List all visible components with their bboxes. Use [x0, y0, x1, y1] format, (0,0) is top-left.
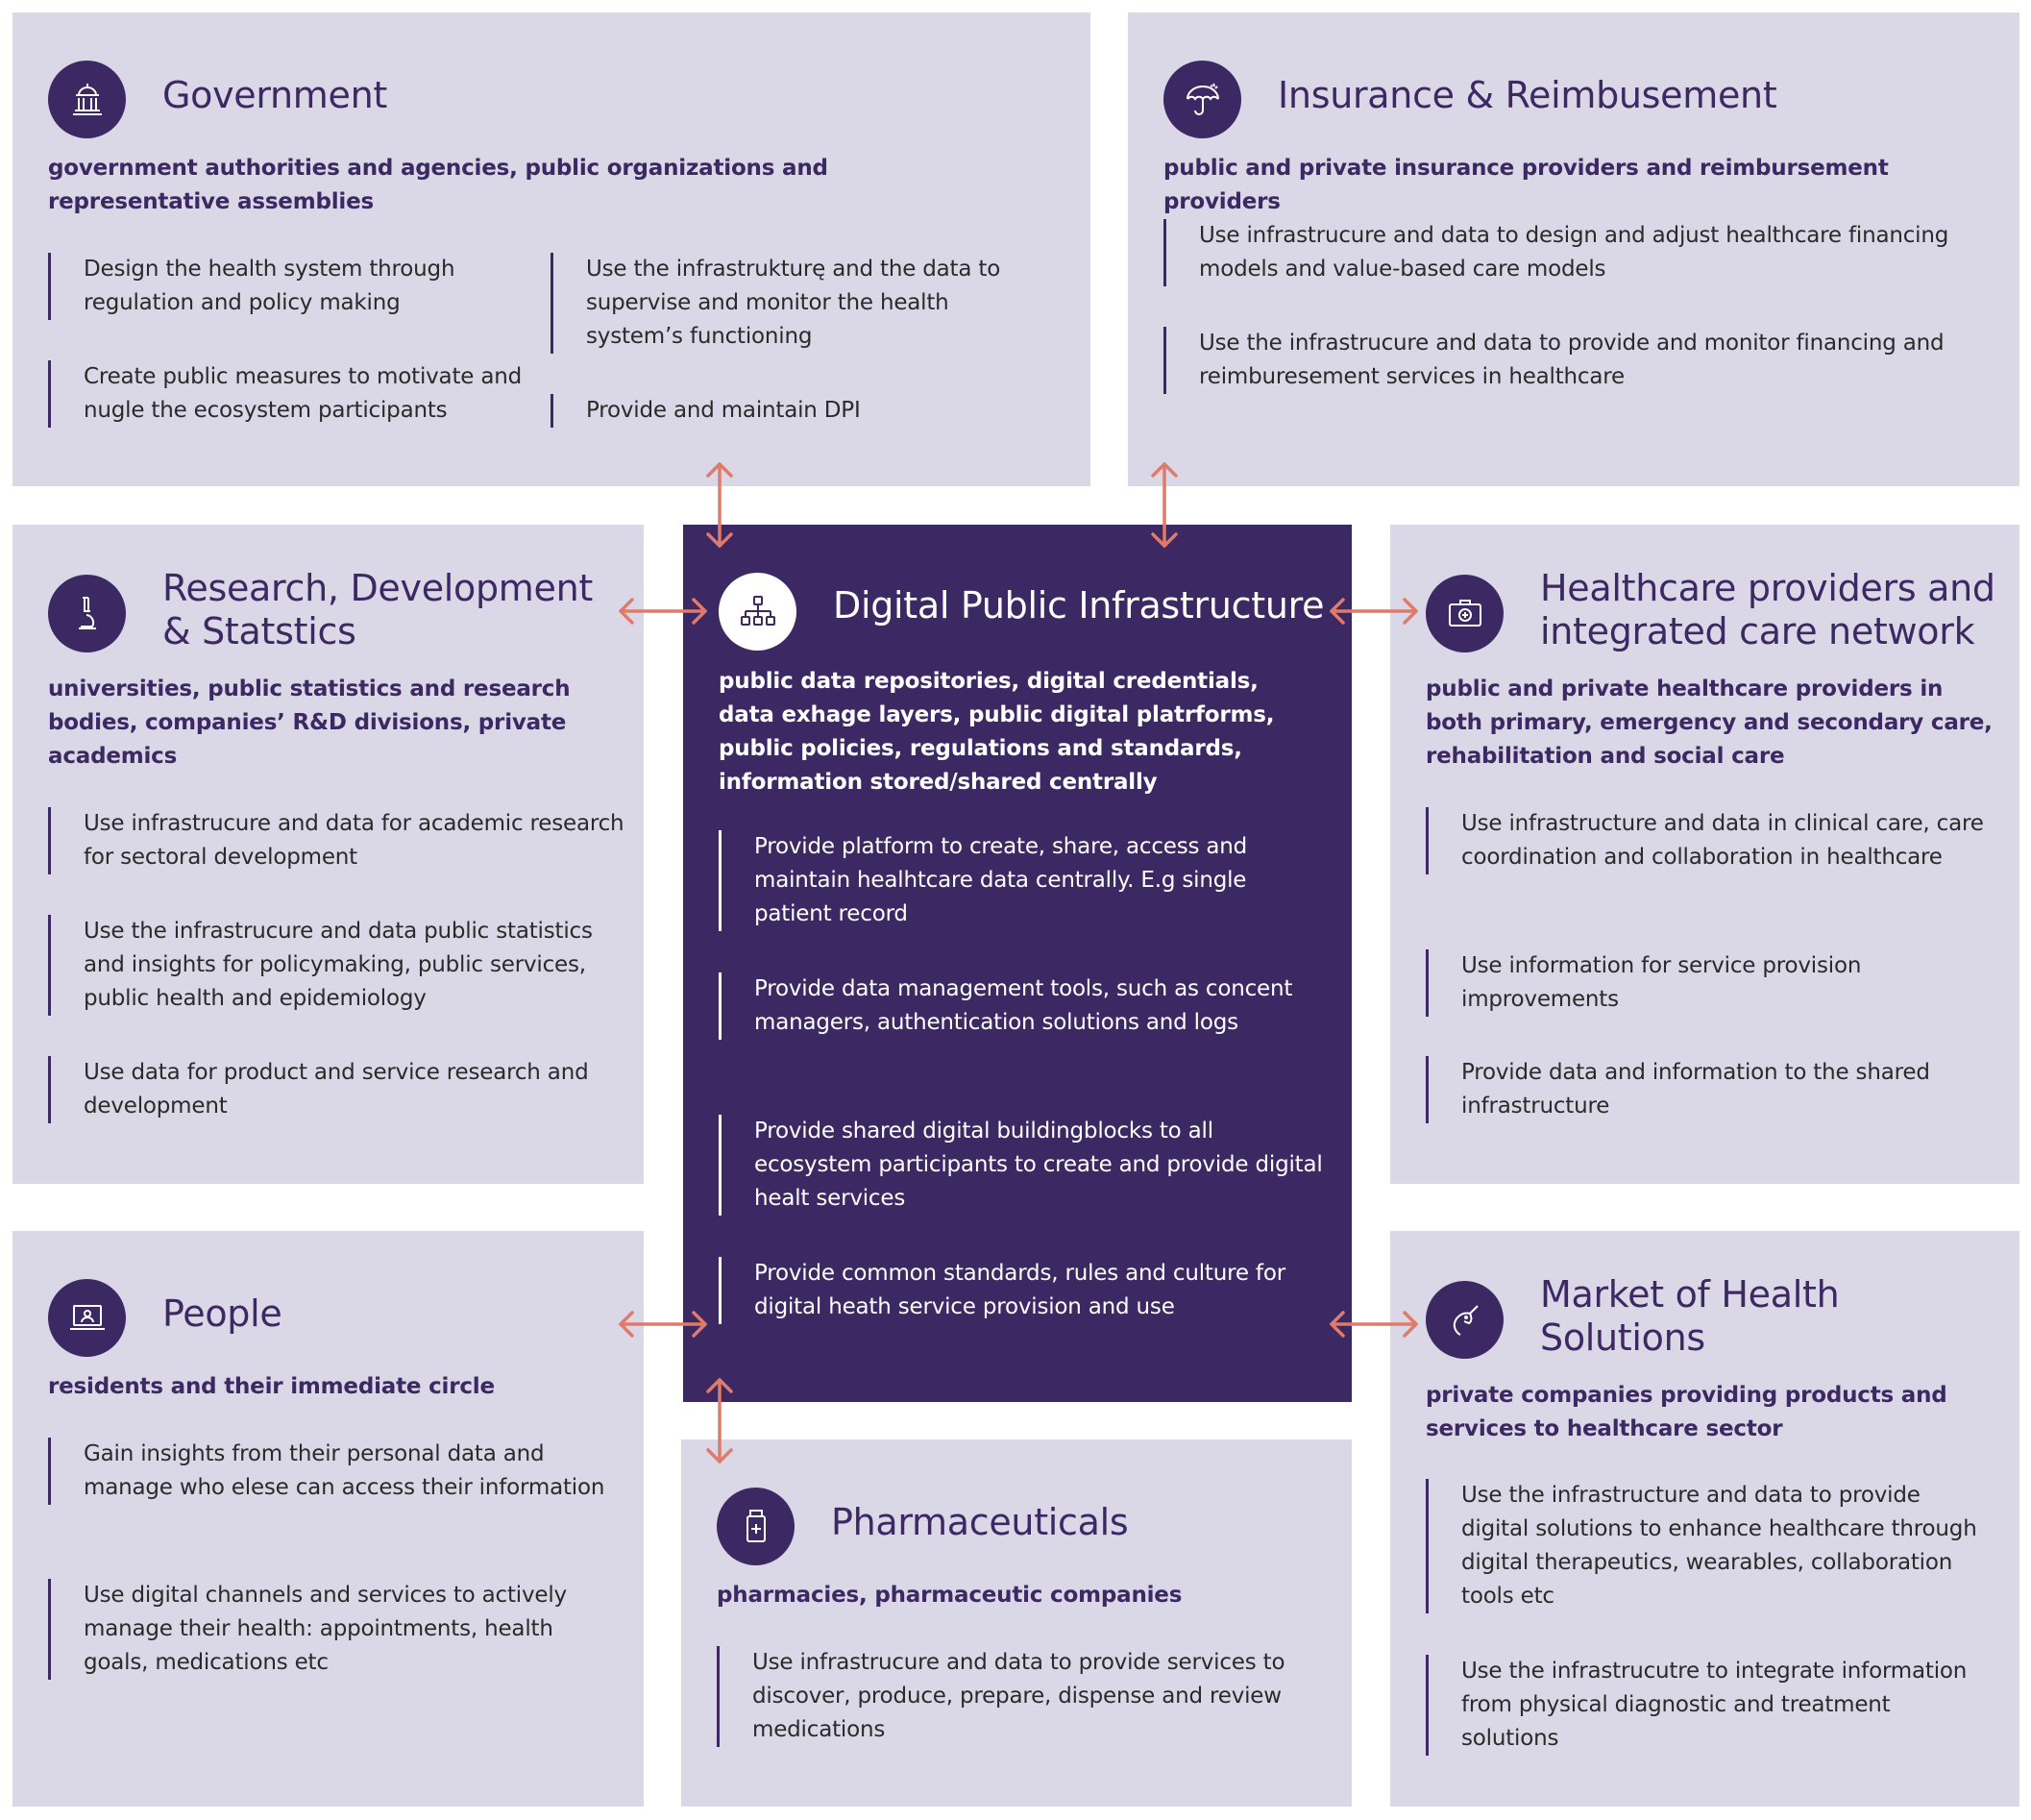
healthcare-item: Use infrastructure and data in clinical care, care coordination and collaboration in healthcare [1426, 807, 1993, 874]
market-item: Use the infrastrucutre to integrate information from physical diagnostic and treatment solutions [1426, 1655, 1993, 1756]
dpi-item: Provide common standards, rules and culture for digital heath service provision and use [719, 1257, 1324, 1324]
arrow-dpi-market [1332, 1313, 1416, 1336]
pharma-subtitle: pharmacies, pharmaceutic companies [717, 1583, 1183, 1608]
healthcare-item: Use information for service provision improvements [1426, 949, 1993, 1017]
people-title: People [162, 1292, 282, 1335]
healthcare-title-line2: integrated care network [1540, 610, 1975, 652]
research-item: Use the infrastrucure and data public statistics and insights for policymaking, public services, public health and epidemiology [48, 915, 624, 1016]
market-title-line1: Market of Health [1540, 1273, 1840, 1316]
market-subtitle: private companies providing products and services to healthcare sector [1426, 1383, 1947, 1441]
government-item: Use the infrastrukturę and the data to supervise and monitor the health system’s functioning [551, 253, 1050, 354]
arrow-people-dpi [621, 1313, 705, 1336]
research-subtitle: universities, public statistics and research bodies, companies’ R&D divisions, private academics [48, 676, 571, 769]
arrow-insurance-dpi [1153, 464, 1176, 546]
people-item: Use digital channels and services to actively manage their health: appointments, health goals, medications etc [48, 1579, 605, 1680]
healthcare-subtitle: public and private healthcare providers in both primary, emergency and secondary care, rehabilitation and social care [1426, 676, 1993, 769]
dpi-item: Provide shared digital buildingblocks to all ecosystem participants to create and provide digital healt services [719, 1115, 1324, 1216]
dpi-item: Provide platform to create, share, access and maintain healhtcare data centrally. E.g single patient record [719, 830, 1324, 931]
insurance-subtitle: public and private insurance providers and reimbursement providers [1163, 156, 1889, 214]
insurance-item: Use the infrastrucure and data to provide and monitor financing and reimburesement services in healthcare [1163, 327, 1999, 394]
insurance-item: Use infrastrucure and data to design and adjust healthcare financing models and value-based care models [1163, 219, 1999, 286]
research-item: Use infrastrucure and data for academic research for sectoral development [48, 807, 624, 874]
arrow-research-dpi [621, 600, 705, 623]
people-item: Gain insights from their personal data and manage who elese can access their information [48, 1438, 605, 1505]
arrow-government-dpi [708, 464, 731, 546]
government-subtitle: government authorities and agencies, public organizations and representative assemblies [48, 156, 828, 214]
research-title-line2: & Statstics [162, 610, 356, 652]
arrow-dpi-healthcare [1332, 600, 1416, 623]
pharma-title: Pharmaceuticals [831, 1501, 1129, 1543]
insurance-title: Insurance & Reimbusement [1278, 74, 1777, 116]
people-subtitle: residents and their immediate circle [48, 1374, 495, 1399]
dpi-title: Digital Public Infrastructure [833, 584, 1325, 627]
government-item: Provide and maintain DPI [551, 394, 1050, 428]
dpi-item: Provide data management tools, such as concent managers, authentication solutions and logs [719, 972, 1324, 1040]
healthcare-title-line1: Healthcare providers and [1540, 567, 1995, 609]
research-item: Use data for product and service research and development [48, 1056, 624, 1123]
healthcare-item: Provide data and information to the shared infrastructure [1426, 1056, 1993, 1123]
government-item: Design the health system through regulation and policy making [48, 253, 538, 320]
pharma-item: Use infrastrucure and data to provide services to discover, produce, prepare, dispense and review medications [717, 1646, 1332, 1747]
government-title: Government [162, 74, 387, 116]
arrow-dpi-pharma [708, 1380, 731, 1462]
market-title-line2: Solutions [1540, 1316, 1705, 1359]
dpi-subtitle: public data repositories, digital credentials, data exhage layers, public digital platrforms, public policies, regulations and standards, information stored/shared centrally [719, 669, 1275, 795]
research-title-line1: Research, Development [162, 567, 593, 609]
market-item: Use the infrastructure and data to provide digital solutions to enhance healthcare through digital therapeutics, wearables, collaboration tools etc [1426, 1479, 1993, 1613]
government-item: Create public measures to motivate and nugle the ecosystem participants [48, 360, 538, 428]
